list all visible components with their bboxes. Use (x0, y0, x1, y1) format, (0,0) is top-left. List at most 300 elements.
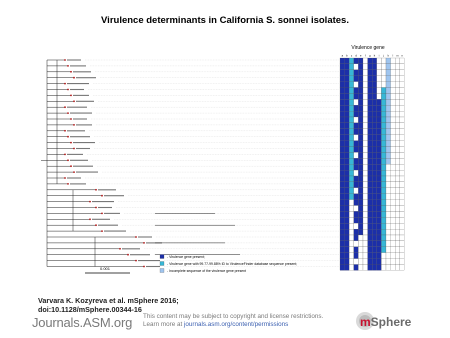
gene-cell (381, 164, 386, 170)
gene-cell (340, 88, 345, 94)
gene-cell (391, 123, 396, 129)
gene-cell (363, 188, 368, 194)
gene-cell (391, 241, 396, 247)
gene-cell (340, 70, 345, 76)
gene-cell (358, 253, 363, 259)
gene-cell (400, 265, 405, 271)
gene-cell (345, 82, 350, 88)
gene-cell (345, 176, 350, 182)
legend-label: - Virulence gene with 99.77-99.88% ID to VirulenceFinder database sequence present; (167, 262, 298, 266)
gene-cell (358, 141, 363, 147)
gene-cell (345, 76, 350, 82)
gene-cell (354, 206, 359, 212)
gene-cell (372, 211, 377, 217)
gene-cell (395, 123, 400, 129)
gene-cell (363, 241, 368, 247)
gene-cell (395, 241, 400, 247)
leaf-node (67, 159, 69, 161)
gene-cell (354, 200, 359, 206)
permissions-prefix: Learn more at (143, 320, 184, 328)
gene-cell (340, 247, 345, 253)
gene-cell (391, 147, 396, 153)
gene-cell (354, 58, 359, 64)
gene-cell (386, 170, 391, 176)
gene-cell (377, 188, 382, 194)
gene-cell (381, 141, 386, 147)
gene-cell (363, 164, 368, 170)
gene-cell (340, 223, 345, 229)
gene-cell (381, 135, 386, 141)
gene-cell (363, 105, 368, 111)
gene-cell (381, 206, 386, 212)
citation-doi: doi:10.1128/mSphere.00344-16 (38, 305, 142, 314)
gene-cell (400, 64, 405, 70)
gene-cell (358, 123, 363, 129)
gene-cell (377, 176, 382, 182)
gene-cell (377, 88, 382, 94)
gene-cell (395, 206, 400, 212)
gene-cell (349, 70, 354, 76)
gene-cell (395, 99, 400, 105)
gene-cell (368, 259, 373, 265)
gene-cell (368, 141, 373, 147)
gene-cell (386, 158, 391, 164)
permissions-link[interactable]: journals.asm.org/content/permissions (183, 320, 289, 328)
gene-cell (372, 129, 377, 135)
leaf-node (67, 136, 69, 138)
gene-column-label: j (383, 54, 384, 58)
gene-cell (340, 235, 345, 241)
gene-cell (381, 200, 386, 206)
leaf-node (73, 171, 75, 173)
gene-cell (354, 99, 359, 105)
gene-cell (395, 117, 400, 123)
gene-cell (381, 223, 386, 229)
gene-cell (340, 129, 345, 135)
gene-column-label: b (346, 54, 348, 58)
gene-cell (345, 265, 350, 271)
gene-cell (386, 147, 391, 153)
gene-cell (368, 176, 373, 182)
gene-cell (349, 247, 354, 253)
gene-cell (340, 99, 345, 105)
leaf-node (89, 218, 91, 220)
gene-cell (372, 135, 377, 141)
gene-cell (340, 259, 345, 265)
gene-cell (381, 247, 386, 253)
gene-cell (345, 164, 350, 170)
gene-cell (381, 152, 386, 158)
gene-cell (377, 64, 382, 70)
gene-cell (381, 182, 386, 188)
leaf-node (101, 230, 103, 232)
gene-cell (381, 111, 386, 117)
gene-cell (354, 105, 359, 111)
gene-cell (386, 188, 391, 194)
scale-bar (85, 266, 130, 273)
gene-cell (340, 217, 345, 223)
gene-cell (391, 211, 396, 217)
gene-cell (340, 141, 345, 147)
publisher-logo[interactable]: Journals.ASM.org (32, 315, 133, 330)
gene-cell (345, 64, 350, 70)
gene-column-label: i (378, 54, 380, 58)
gene-cell (377, 241, 382, 247)
gene-cell (395, 170, 400, 176)
gene-cell (400, 158, 405, 164)
gene-cell (354, 111, 359, 117)
gene-cell (345, 158, 350, 164)
gene-cell (386, 211, 391, 217)
gene-cell (391, 188, 396, 194)
gene-cell (372, 88, 377, 94)
gene-cell (340, 93, 345, 99)
gene-cell (386, 88, 391, 94)
gene-cell (395, 141, 400, 147)
gene-cell (345, 194, 350, 200)
gene-cell (354, 253, 359, 259)
gene-cell (395, 135, 400, 141)
gene-cell (345, 206, 350, 212)
gene-cell (377, 152, 382, 158)
gene-cell (400, 135, 405, 141)
gene-cell (349, 188, 354, 194)
gene-cell (372, 158, 377, 164)
gene-cell (363, 135, 368, 141)
gene-cell (363, 76, 368, 82)
gene-cell (358, 135, 363, 141)
leaf-node (143, 266, 145, 268)
gene-cell (386, 200, 391, 206)
leaf-node (135, 260, 137, 262)
gene-cell (395, 265, 400, 271)
gene-cell (345, 229, 350, 235)
gene-cell (377, 111, 382, 117)
leaf-node (70, 118, 72, 120)
gene-cell (363, 141, 368, 147)
gene-cell (400, 188, 405, 194)
gene-cell (395, 223, 400, 229)
gene-cell (345, 217, 350, 223)
gene-cell (377, 265, 382, 271)
gene-cell (363, 158, 368, 164)
gene-cell (395, 58, 400, 64)
gene-cell (363, 88, 368, 94)
gene-cell (395, 152, 400, 158)
gene-cell (354, 188, 359, 194)
gene-cell (372, 141, 377, 147)
gene-cell (372, 200, 377, 206)
gene-cell (395, 188, 400, 194)
gene-cell (354, 93, 359, 99)
gene-cell (400, 111, 405, 117)
gene-cell (395, 253, 400, 259)
gene-cell (358, 247, 363, 253)
gene-cell (391, 253, 396, 259)
gene-cell (400, 200, 405, 206)
leaf-node (143, 242, 145, 244)
gene-cell (391, 265, 396, 271)
gene-cell (358, 223, 363, 229)
gene-cell (349, 117, 354, 123)
gene-cell (340, 111, 345, 117)
gene-cell (349, 217, 354, 223)
gene-cell (372, 58, 377, 64)
gene-cell (377, 217, 382, 223)
gene-cell (400, 223, 405, 229)
gene-cell (340, 200, 345, 206)
gene-cell (354, 194, 359, 200)
gene-cell (391, 58, 396, 64)
gene-cell (368, 188, 373, 194)
gene-cell (340, 64, 345, 70)
leaf-node (67, 89, 69, 91)
gene-cell (358, 229, 363, 235)
gene-cell (400, 194, 405, 200)
scale-label: 0.001 (99, 266, 111, 271)
gene-cell (377, 76, 382, 82)
gene-cell (363, 64, 368, 70)
gene-cell (381, 88, 386, 94)
gene-cell (395, 105, 400, 111)
gene-cell (400, 206, 405, 212)
gene-cell (358, 111, 363, 117)
leaf-node (67, 65, 69, 67)
gene-cell (400, 229, 405, 235)
gene-cell (381, 158, 386, 164)
gene-cell (358, 235, 363, 241)
gene-cell (345, 235, 350, 241)
gene-cell (372, 217, 377, 223)
gene-cell (358, 217, 363, 223)
leaf-node (70, 142, 72, 144)
leaf-node (64, 130, 66, 132)
leaf-node (119, 248, 121, 250)
gene-cell (377, 206, 382, 212)
legend-label: - Virulence gene present; (167, 255, 205, 259)
gene-cell (354, 152, 359, 158)
gene-cell (377, 135, 382, 141)
gene-cell (400, 170, 405, 176)
gene-cell (368, 200, 373, 206)
gene-cell (349, 259, 354, 265)
gene-cell (395, 235, 400, 241)
gene-cell (368, 135, 373, 141)
gene-cell (358, 152, 363, 158)
gene-cell (354, 223, 359, 229)
gene-cell (400, 247, 405, 253)
gene-cell (372, 223, 377, 229)
gene-cell (358, 117, 363, 123)
gene-cell (340, 164, 345, 170)
gene-cell (372, 176, 377, 182)
gene-cell (386, 176, 391, 182)
gene-cell (358, 88, 363, 94)
gene-cell (358, 64, 363, 70)
gene-cell (372, 253, 377, 259)
gene-cell (368, 217, 373, 223)
gene-cell (358, 76, 363, 82)
gene-cell (381, 176, 386, 182)
leaf-node (73, 100, 75, 102)
gene-cell (391, 259, 396, 265)
gene-cell (354, 265, 359, 271)
gene-cell (386, 64, 391, 70)
gene-cell (386, 206, 391, 212)
gene-cell (372, 206, 377, 212)
gene-cell (386, 152, 391, 158)
gene-cell (345, 93, 350, 99)
gene-cell (345, 241, 350, 247)
gene-cell (345, 88, 350, 94)
gene-cell (381, 93, 386, 99)
leaf-node (73, 124, 75, 126)
gene-cell (377, 93, 382, 99)
gene-cell (386, 70, 391, 76)
gene-cell (368, 76, 373, 82)
gene-cell (358, 105, 363, 111)
gene-cell (363, 99, 368, 105)
gene-cell (372, 64, 377, 70)
gene-cell (372, 99, 377, 105)
gene-cell (358, 70, 363, 76)
gene-cell (386, 253, 391, 259)
citation-authors: Varvara K. Kozyreva et al. mSphere 2016; (38, 296, 179, 305)
gene-cell (381, 117, 386, 123)
gene-cell (381, 64, 386, 70)
gene-cell (340, 152, 345, 158)
gene-cell (372, 247, 377, 253)
gene-cell (368, 241, 373, 247)
gene-cell (368, 117, 373, 123)
gene-cell (340, 105, 345, 111)
gene-cell (358, 176, 363, 182)
gene-cell (395, 82, 400, 88)
gene-cell (354, 129, 359, 135)
gene-cell (345, 105, 350, 111)
gene-cell (354, 217, 359, 223)
gene-cell (349, 82, 354, 88)
gene-cell (395, 70, 400, 76)
gene-cell (395, 176, 400, 182)
gene-cell (368, 247, 373, 253)
gene-cell (340, 241, 345, 247)
gene-cell (345, 259, 350, 265)
gene-cell (400, 182, 405, 188)
gene-cell (377, 170, 382, 176)
gene-cell (395, 158, 400, 164)
gene-cell (377, 129, 382, 135)
gene-cell (368, 111, 373, 117)
gene-cell (363, 152, 368, 158)
gene-cell (354, 211, 359, 217)
gene-cell (377, 253, 382, 259)
gene-cell (381, 147, 386, 153)
gene-cell (377, 158, 382, 164)
gene-cell (363, 117, 368, 123)
gene-cell (358, 82, 363, 88)
gene-cell (372, 265, 377, 271)
gene-cell (381, 58, 386, 64)
gene-cell (363, 217, 368, 223)
gene-cell (386, 223, 391, 229)
gene-cell (363, 111, 368, 117)
gene-cell (358, 93, 363, 99)
gene-cell (349, 105, 354, 111)
gene-cell (349, 88, 354, 94)
leaf-node (67, 112, 69, 114)
leaf-node (70, 71, 72, 73)
gene-cell (354, 135, 359, 141)
gene-cell (368, 265, 373, 271)
gene-cell (386, 141, 391, 147)
gene-cell (363, 194, 368, 200)
gene-cell (349, 211, 354, 217)
gene-cell (354, 229, 359, 235)
permissions-line (143, 321, 323, 329)
gene-cell (372, 105, 377, 111)
gene-cell (363, 58, 368, 64)
gene-cell (386, 194, 391, 200)
gene-cell (400, 123, 405, 129)
gene-cell (391, 152, 396, 158)
gene-cell (358, 170, 363, 176)
phylogeny-figure (35, 40, 415, 280)
gene-column-label: l (392, 54, 394, 58)
gene-cell (372, 117, 377, 123)
gene-cell (377, 141, 382, 147)
gene-cell (340, 265, 345, 271)
gene-cell (340, 76, 345, 82)
gene-cell (377, 259, 382, 265)
gene-cell (354, 164, 359, 170)
gene-cell (349, 64, 354, 70)
gene-cell (391, 141, 396, 147)
gene-cell (377, 200, 382, 206)
gene-cell (349, 241, 354, 247)
gene-cell (368, 229, 373, 235)
gene-cell (391, 64, 396, 70)
leaf-node (95, 189, 97, 191)
gene-cell (368, 152, 373, 158)
gene-cell (363, 176, 368, 182)
gene-cell (372, 188, 377, 194)
phylogenetic-tree (41, 59, 339, 267)
gene-cell (358, 182, 363, 188)
leaf-node (101, 195, 103, 197)
gene-cell (400, 152, 405, 158)
gene-cell (363, 170, 368, 176)
gene-cell (340, 194, 345, 200)
gene-cell (386, 82, 391, 88)
gene-cell (349, 265, 354, 271)
gene-cell (354, 82, 359, 88)
slide-title: Virulence determinants in California S. sonnei isolates. (101, 15, 349, 26)
gene-cell (391, 99, 396, 105)
gene-cell (368, 88, 373, 94)
gene-cell (381, 194, 386, 200)
gene-cell (381, 82, 386, 88)
citation (38, 296, 179, 314)
gene-cell (354, 117, 359, 123)
gene-cell (395, 229, 400, 235)
gene-cell (358, 158, 363, 164)
gene-cell (345, 147, 350, 153)
gene-cell (386, 129, 391, 135)
gene-cell (391, 170, 396, 176)
gene-cell (381, 105, 386, 111)
gene-cell (386, 164, 391, 170)
